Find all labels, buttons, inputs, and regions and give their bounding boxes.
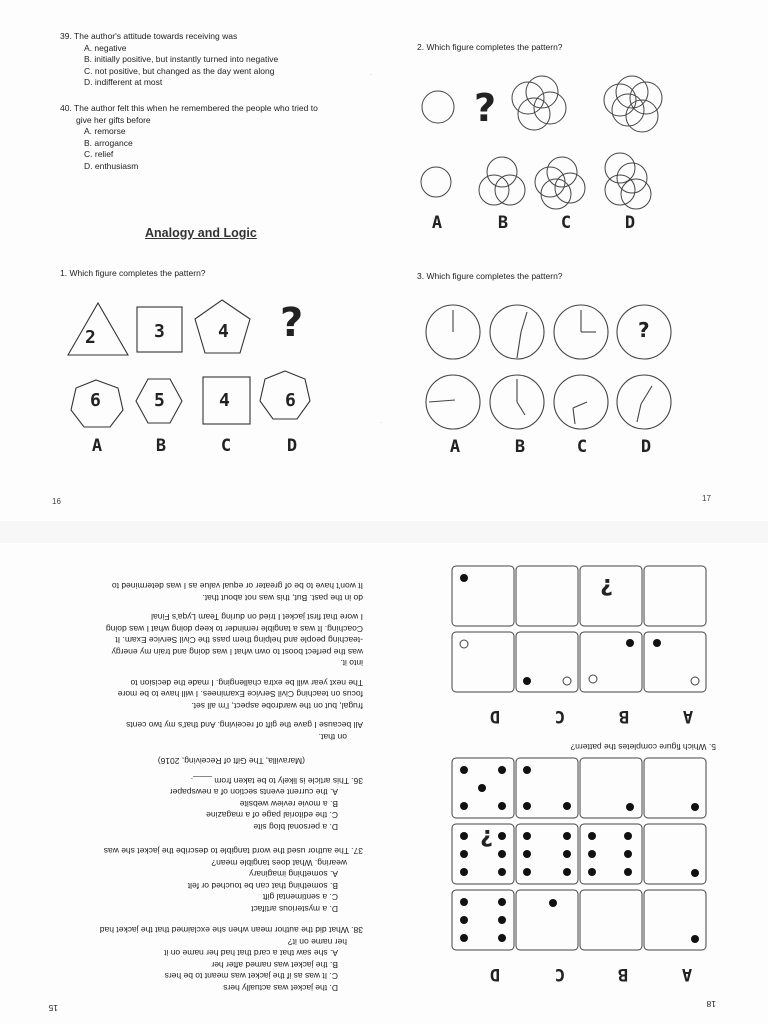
question-stem-cont: wearing. What does tangible mean? [211,858,347,868]
page-number: 15 [48,1003,58,1013]
passage-line: focus on teaching Civil Service Examinees. I will have to be more [117,689,363,700]
option-d: D. indifferent at most [84,77,163,87]
option-c: C. relief [84,149,114,159]
option-d: D. a mysterious artifact [251,904,338,914]
question-mark: ? [280,300,304,346]
question-2-figures [410,70,680,210]
question-mark: ? [474,86,497,130]
option-d: D. the jacket was actually hers [223,983,338,993]
circle-option-a [421,167,451,197]
option-number: 6 [90,390,101,411]
option-letter-a: A [91,436,103,456]
option-d: D. a personal blog site [253,822,338,832]
passage-line: was the perfect boost to own what I was doing and train my energy [111,647,363,657]
option-a: A. something imaginary [249,869,338,880]
option-letter-c: C [220,436,232,456]
die-option-b [580,890,642,950]
figure-number: 2 [85,327,96,348]
clock-option-d [617,375,671,429]
passage [106,580,363,742]
option-b: B. the jacket was named after her [211,960,338,970]
question-stem: 36. This article is likely to be taken from ____. [190,776,363,786]
page-number: 17 [702,494,711,503]
page-number: 18 [706,999,716,1009]
passage-line: -teaching people and helping them pass the Civil Service Exam. It [115,635,363,646]
option-letter-a: A [681,964,693,984]
option-letter-a: A [449,437,461,457]
scan-mark: · [370,72,372,78]
option-letter-b: B [617,964,629,984]
option-a: A. the current events section of a newspaper [169,787,338,798]
option-letter-b: B [497,213,509,233]
question-mark: ? [600,573,613,598]
citation: (Maravilla, The Gift of Receiving, 2016) [157,756,305,766]
option-c: C. It was as if the jacket was meant to be hers [164,971,338,982]
question-stem: 37. The author used the word tangible to describe the jacket she was [103,846,363,857]
option-a: A. negative [84,42,127,53]
option-b: B. a movie review website [239,799,338,809]
question-37 [104,845,363,914]
triangle-figure [68,303,128,355]
option-letter-d: D [489,964,501,984]
question-5-option-dice [442,754,712,954]
option-c: C. not positive, but changed as the day went along [84,65,275,76]
option-c: C. the editorial page of a magazine [206,810,338,821]
question-stem: 38. What did the author mean when she exclaimed that the jacket had [99,925,363,936]
question-2-stem: 2. Which figure completes the pattern? [417,42,563,52]
question-5-stem: 5. Which figure completes the pattern? [570,742,716,752]
option-d: D. enthusiasm [84,160,139,171]
die-option-c [516,890,578,950]
option-letter-b: B [514,437,526,457]
option-b: B. arrogance [84,137,133,148]
question-stem-cont: give her gifts before [76,114,151,125]
passage-line: It won't have to be of greater or equal value as I was determined to [111,581,363,592]
circle-figure [422,91,454,123]
question-stem: 39. The author's attitude towards receiving was [60,31,238,41]
question-3-stem: 3. Which figure completes the pattern? [417,271,563,281]
page-gutter [0,521,768,543]
passage-line: on that. [318,732,347,742]
passage-line: I wore that first jacket I tried on during Team Lyqa's Final [151,612,363,623]
option-c: C. a sentimental gift [262,892,338,903]
question-39 [60,31,278,89]
option-letter-a: A [431,213,443,233]
option-number: 6 [285,390,296,411]
option-a: A. remorse [84,126,126,136]
question-40 [60,103,318,172]
passage-line: All because I gave the gift of receiving. And that's my two cents [126,720,363,731]
figure-number: 3 [154,321,165,342]
question-stem: 40. The author felt this when he remembered the people who tried to [60,103,318,113]
option-letter-d: D [624,213,636,233]
passage-line: do in the past. But, this was not about that. [202,593,363,603]
scan-mark: · [380,420,382,426]
option-b: B. something that can be touched or felt [187,881,338,891]
option-b: B. initially positive, but instantly turned into negative [84,54,279,64]
passage-line: Coaching. It was a tangible reminder to keep doing what I was doing [105,624,363,634]
option-letter-d: D [489,706,501,726]
clock-option-c [554,375,608,429]
option-number: 5 [154,390,165,411]
question-5-pattern-dice [442,556,712,696]
option-letter-d: D [286,436,298,456]
section-title: Analogy and Logic [145,226,257,240]
option-number: 4 [219,390,230,411]
option-letter-b: B [618,706,630,726]
question-36 [170,775,363,833]
option-letter-c: C [554,706,566,726]
option-letter-c: C [560,213,572,233]
option-letter-d: D [640,437,652,457]
question-mark: ? [638,318,650,342]
passage-line: into it. [340,658,363,669]
question-mark: ? [480,824,493,849]
option-letter-c: C [576,437,588,457]
option-a: A. she saw that a card that had her name on it [164,948,338,959]
question-1-stem: 1. Which figure completes the pattern? [60,268,206,278]
page-number: 16 [52,497,61,506]
question-stem-cont: her name on it? [287,937,347,947]
figure-number: 4 [218,321,229,342]
option-letter-a: A [682,706,694,726]
option-letter-b: B [155,436,167,456]
option-letter-c: C [554,964,566,984]
passage-line: The next year will be extra challenging. I made the decision to [130,678,363,688]
upside-down-spread [0,543,768,1024]
passage-line: frugal, but on the wardrobe aspect, I'm all set. [191,701,363,711]
question-38 [100,924,363,993]
